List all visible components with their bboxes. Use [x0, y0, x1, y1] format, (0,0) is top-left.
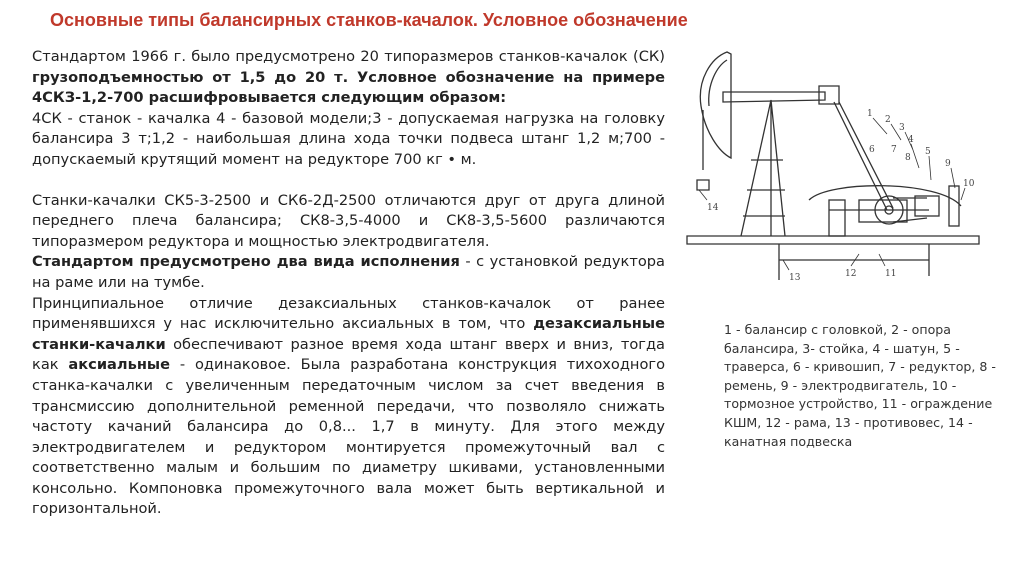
paragraph-text: - одинаковое. Была разработана конструкция тихоходного станка-качалки с увеличенным передаточным числом за счет введения в трансмиссию дополнительной ременной передачи, что позволяло снижать частоту качаний балансира до 0,8... 1,7 в минуту. Для этого между электродвигателем и редуктором монтируется промежуточный вал с соответственно малым и большим по диаметру шкивами, установленными консольно. Компоновка промежуточного вала может быть вертикальной и горизонтальной.	[32, 356, 665, 518]
horse-head	[700, 52, 731, 158]
paragraph-text: - с установкой редуктора на раме или на тумбе.	[32, 253, 665, 291]
paragraph-bold: аксиальные	[68, 356, 170, 374]
paragraph-decoding: 4СК - станок - качалка 4 - базовой модели;3 - допускаемая нагрузка на головку балансира 3 т;1,2 - наибольшая длина хода точки подвеса штанг 1,2 м;700 - допускаемый крутящий момент на редукторе 700 кг • м.	[32, 109, 665, 168]
label-11: 11	[885, 269, 897, 279]
paragraph-desaxial	[32, 294, 665, 521]
label-8: 8	[905, 153, 911, 163]
figure-caption: 1 - балансир с головкой, 2 - опора балансира, 3- стойка, 4 - шатун, 5 - траверса, 6 - кривошип, 7 - редуктор, 8 - ремень, 9 - электродвигатель, 10 - тормозное устройство, 11 - ограждение КШМ, 12 - рама, 13 - противовес, 14 - канатная подвеска	[724, 322, 996, 449]
label-14: 14	[707, 203, 719, 213]
label-12: 12	[845, 269, 857, 279]
paragraph-standard	[32, 47, 665, 109]
paragraph-bold: дезаксиальные станки-качалки	[32, 315, 665, 353]
brake	[949, 186, 959, 226]
leader-lines	[873, 118, 965, 200]
paragraph-text: обеспечивают разное время хода штанг вверх и вниз, тогда как	[32, 335, 665, 374]
frame	[687, 236, 979, 244]
walking-beam	[723, 92, 825, 102]
label-2: 2	[885, 115, 891, 125]
label-5: 5	[925, 147, 931, 157]
label-1: 1	[867, 109, 873, 119]
pumpjack-drawing	[679, 40, 992, 288]
paragraph-gap	[32, 171, 665, 191]
label-9: 9	[945, 159, 951, 169]
samson-post-braces	[743, 160, 785, 216]
page-title: Основные типы балансирных станков-качалок. Условное обозначение	[50, 10, 688, 30]
paragraph-bold: Стандартом предусмотрено два вида исполнения	[32, 253, 460, 271]
label-13: 13	[789, 273, 801, 283]
label-3: 3	[899, 123, 905, 133]
pumpjack-diagram	[679, 40, 992, 288]
paragraph-bold: грузоподъемностью от 1,5 до 20 т. Условное обозначение на примере 4СКЗ-1,2-700 расшифровывается следующим образом:	[32, 68, 665, 107]
label-4: 4	[908, 135, 914, 145]
paragraph-variants	[32, 252, 665, 293]
label-6: 6	[869, 145, 875, 155]
paragraph-text: Стандартом 1966 г. было предусмотрено 20 типоразмеров станков-качалок (СК)	[32, 48, 665, 65]
beam-bearing	[819, 86, 839, 104]
rope-hanger	[697, 180, 709, 190]
body-text	[32, 47, 665, 520]
paragraph-models: Станки-качалки СК5-3-2500 и СК6-2Д-2500 отличаются друг от друга длиной переднего плеча балансира; СК8-3,5-4000 и СК8-3,5-5600 различаются типоразмером редуктора и мощностью электродвигателя.	[32, 191, 665, 250]
paragraph-text: Принципиальное отличие дезаксиальных станков-качалок от ранее применявшихся у нас исключительно аксиальных в том, что	[32, 294, 665, 333]
label-7: 7	[891, 145, 897, 155]
label-10: 10	[963, 179, 975, 189]
counterweight	[829, 200, 845, 236]
leader-lines-lower	[699, 190, 885, 270]
horse-head-inner	[709, 60, 727, 106]
electric-motor	[915, 196, 939, 216]
